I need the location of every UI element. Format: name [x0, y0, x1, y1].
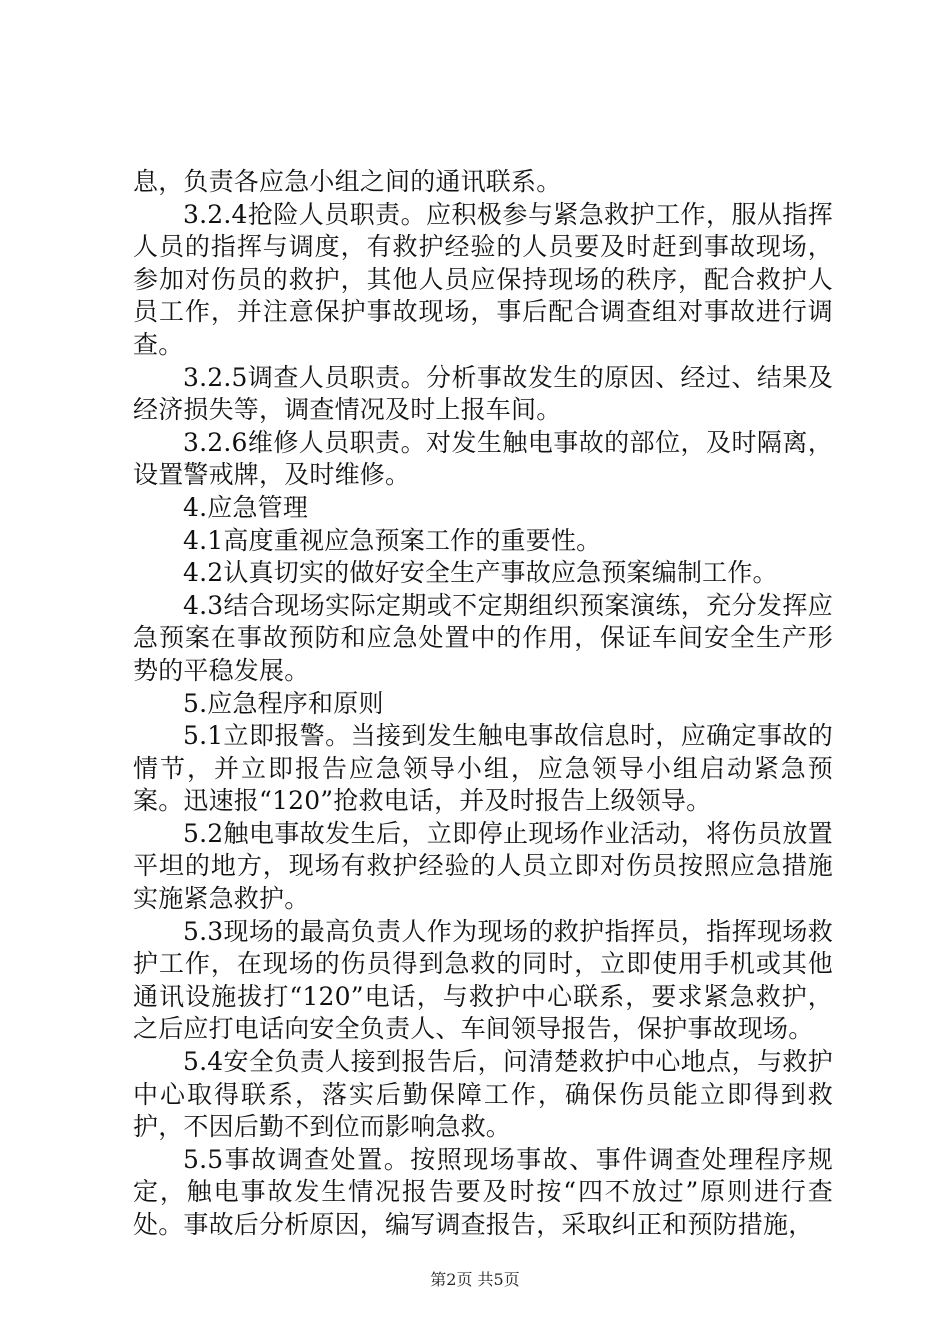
- paragraph-4-1: 4.1高度重视应急预案工作的重要性。: [183, 525, 602, 555]
- paragraph-3-2-4: 3.2.4抢险人员职责。应积极参与紧急救护工作，服从指挥人员的指挥与调度，有救护经验的人员要及时赶到事故现场，参加对伤员的救护，其他人员应保持现场的秩序，配合救护人员工作，并注意保护事故现场，事后配合调查组对事故进行调查。: [133, 199, 833, 359]
- section-heading-5: 5.应急程序和原则: [183, 688, 384, 718]
- paragraph-5-3: 5.3现场的最高负责人作为现场的救护指挥员，指挥现场救护工作，在现场的伤员得到急救的同时，立即使用手机或其他通讯设施拔打“120”电话，与救护中心联系，要求紧急救护，之后应打电话向安全负责人、车间领导报告，保护事故现场。: [133, 916, 833, 1044]
- paragraph-5-1: 5.1立即报警。当接到发生触电事故信息时，应确定事故的情节，并立即报告应急领导小组，应急领导小组启动紧急预案。迅速报“120”抢救电话，并及时报告上级领导。: [133, 721, 833, 816]
- page-footer: [0, 1270, 950, 1290]
- paragraph-4-2: 4.2认真切实的做好安全生产事故应急预案编制工作。: [183, 558, 778, 588]
- document-body: [133, 166, 833, 1242]
- paragraph-continued: 息，负责各应急小组之间的通讯联系。: [133, 167, 562, 196]
- section-heading-4: 4.应急管理: [183, 492, 309, 522]
- paragraph-4-3: 4.3结合现场实际定期或不定期组织预案演练，充分发挥应急预案在事故预防和应急处置中的作用，保证车间安全生产形势的平稳发展。: [133, 590, 833, 685]
- page-number: 第2页 共5页: [430, 1270, 520, 1289]
- paragraph-3-2-6: 3.2.6维修人员职责。对发生触电事故的部位，及时隔离，设置警戒牌，及时维修。: [133, 427, 833, 490]
- paragraph-5-5: 5.5事故调查处置。按照现场事故、事件调查处理程序规定，触电事故发生情况报告要及时按“四不放过”原则进行查处。事故后分析原因，编写调查报告，采取纠正和预防措施，: [133, 1144, 833, 1239]
- paragraph-3-2-5: 3.2.5调查人员职责。分析事故发生的原因、经过、结果及经济损失等，调查情况及时上报车间。: [133, 362, 833, 425]
- paragraph-5-2: 5.2触电事故发生后，立即停止现场作业活动，将伤员放置平坦的地方，现场有救护经验的人员立即对伤员按照应急措施实施紧急救护。: [133, 818, 833, 914]
- paragraph-5-4: 5.4安全负责人接到报告后，问清楚救护中心地点，与救护中心取得联系，落实后勤保障工作，确保伤员能立即得到救护，不因后勤不到位而影响急救。: [133, 1047, 833, 1142]
